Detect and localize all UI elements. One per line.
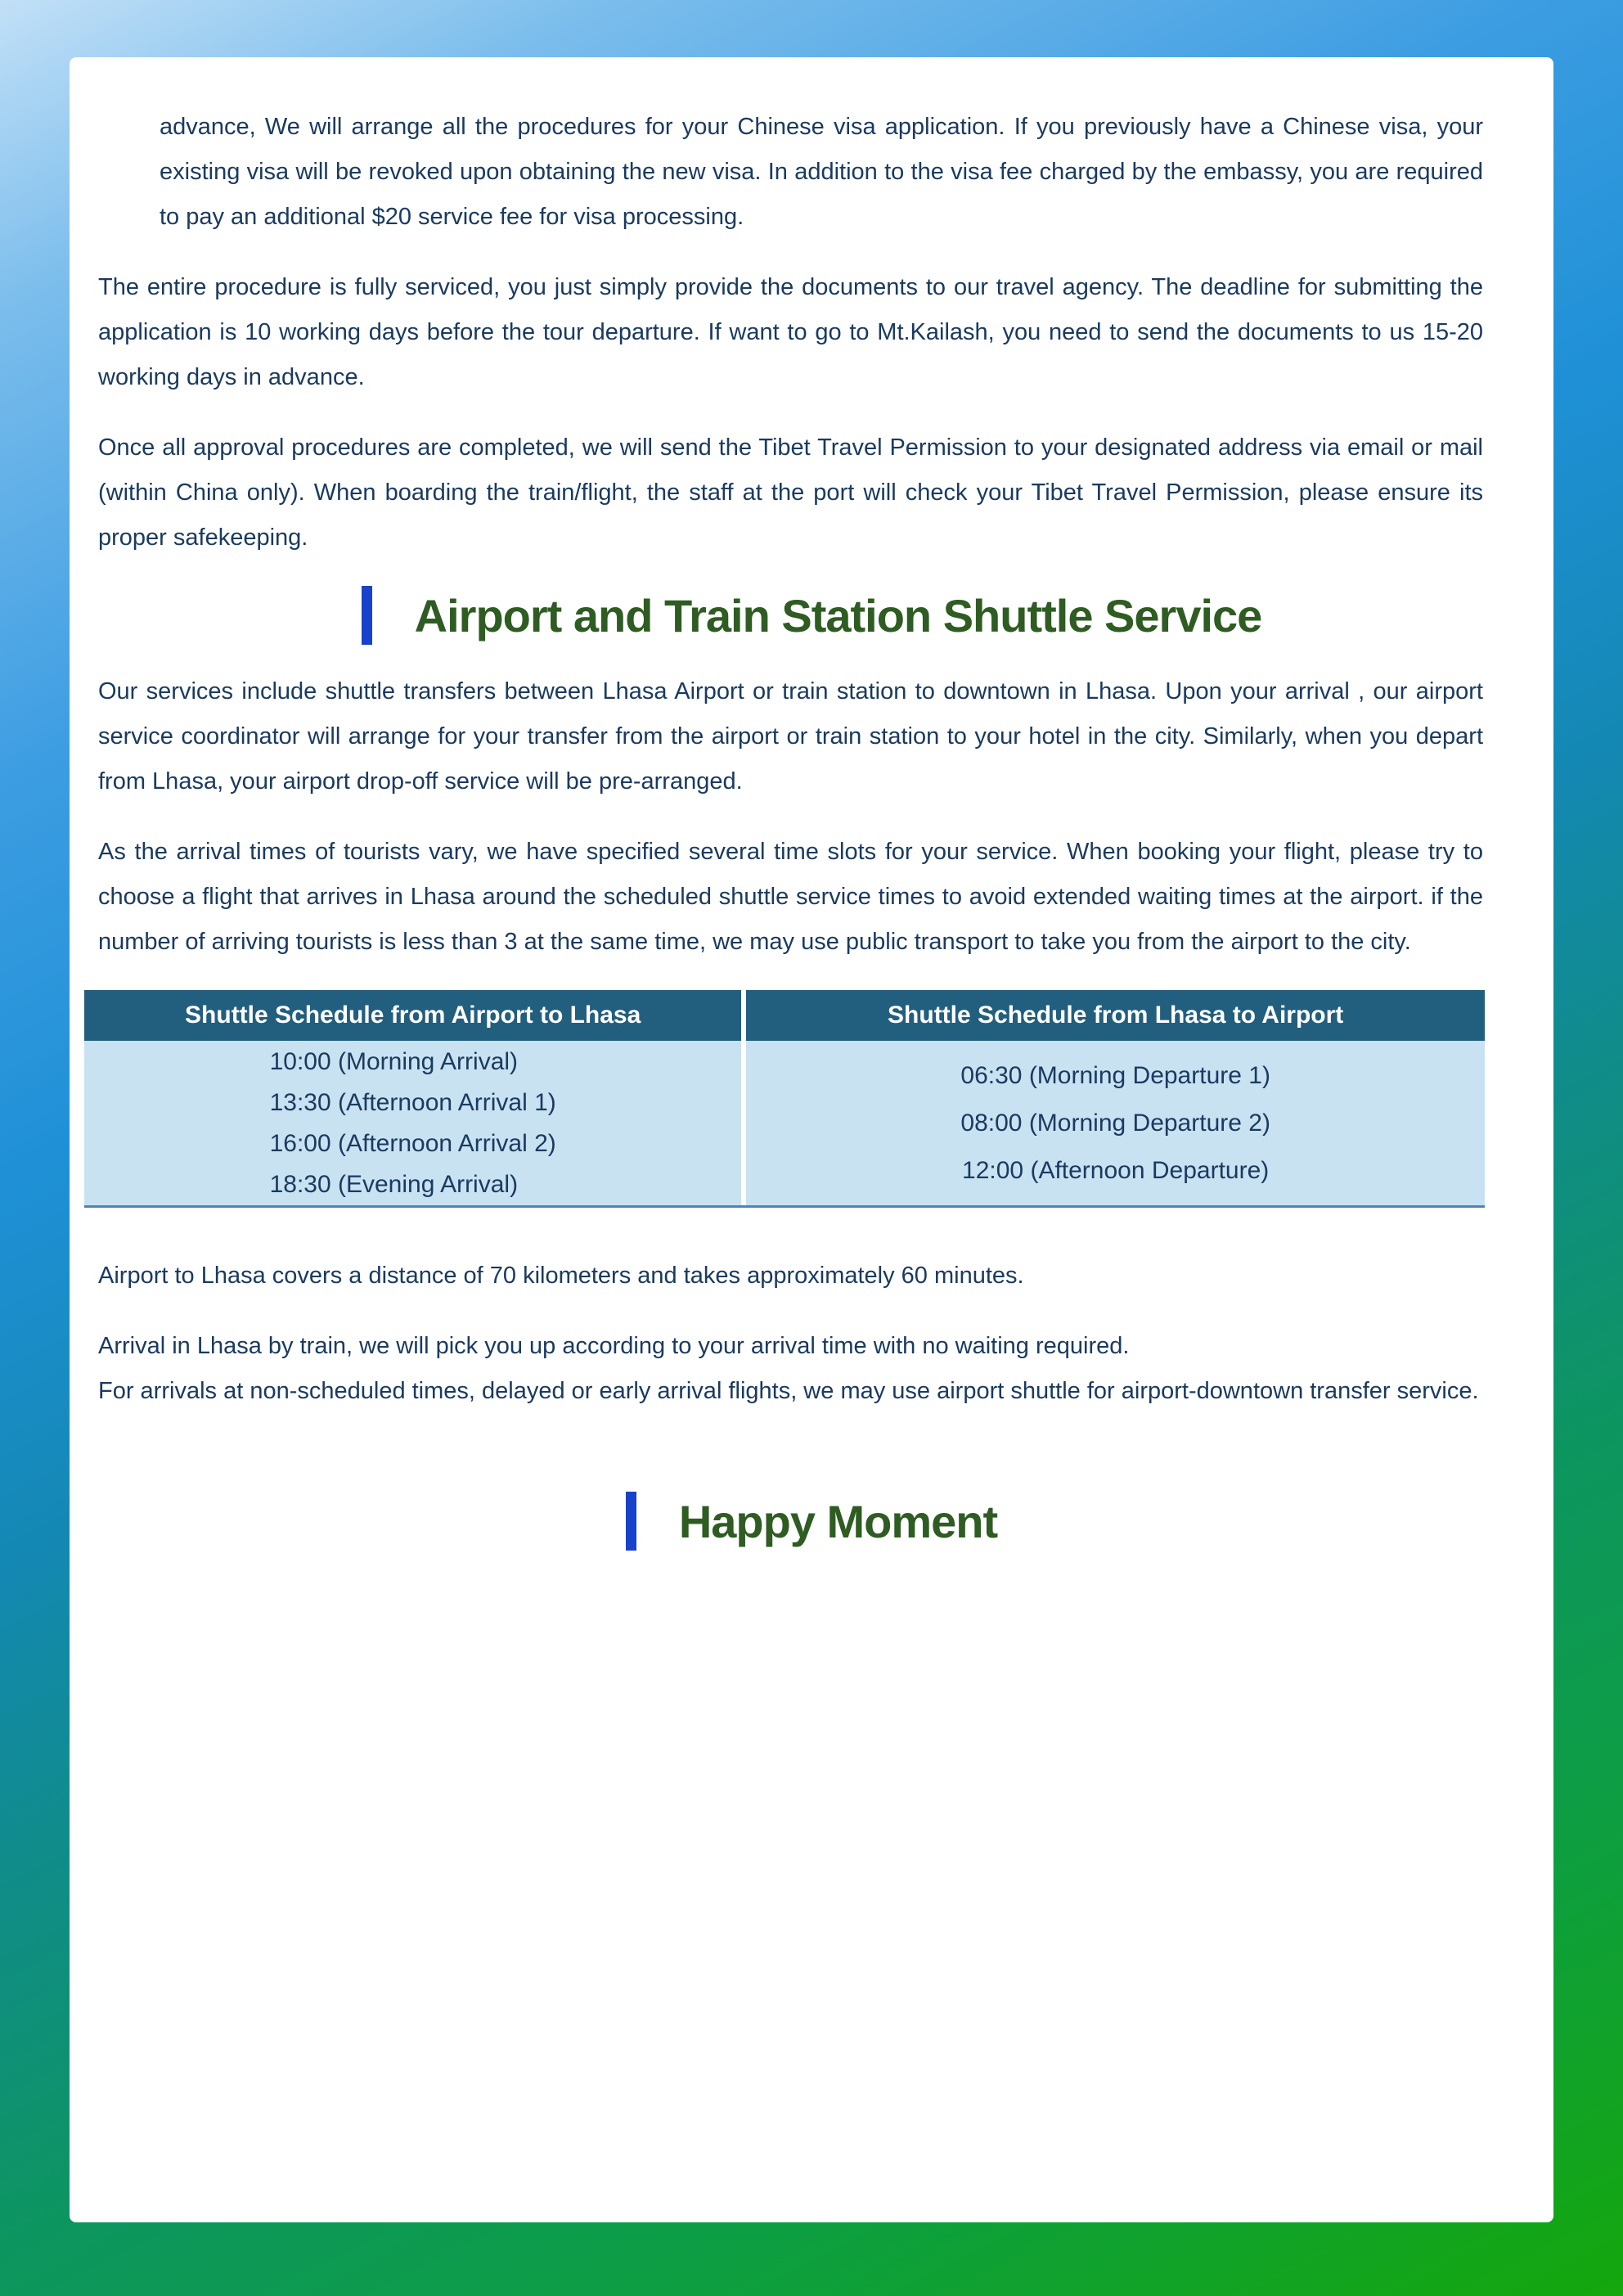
happy-moment-heading-text: Happy Moment: [678, 1495, 998, 1547]
visa-continuation-paragraph: advance, We will arrange all the procedures for your Chinese visa application. If you previously have a Chinese visa, your existing visa will be revoked upon obtaining the new visa. In addition to the visa fee charged by the embassy, you are required to pay an additional $20 service fee for visa processing.: [160, 114, 1483, 230]
time-slots-paragraph: As the arrival times of tourists vary, we have specified several time slots for your service. When booking your flight, please try to choose a flight that arrives in Lhasa around the scheduled shuttle service times to avoid extended waiting times at the airport. if the number of arriving tourists is less than 3 at the same time, we may use public transport to take you from the airport to the city.: [98, 839, 1483, 955]
non-scheduled-arrival-line: For arrivals at non-scheduled times, delayed or early arrival flights, we may use airport shuttle for airport-downtown transfer service.: [98, 1378, 1479, 1404]
shuttle-service-heading-text: Airport and Train Station Shuttle Service: [414, 589, 1262, 642]
airport-to-lhasa-times-cell: [84, 1041, 741, 1205]
airport-to-lhasa-times: [270, 1042, 556, 1205]
page-content: [70, 57, 1553, 1551]
content-card: [70, 57, 1553, 2222]
schedule-time-line: 18:30 (Evening Arrival): [269, 1170, 519, 1198]
distance-paragraph: Airport to Lhasa covers a distance of 70 kilometers and takes approximately 60 minutes.: [98, 1263, 1024, 1289]
heading-accent-bar-icon: [626, 1492, 636, 1551]
table-header-row: [84, 990, 1485, 1041]
schedule-time-line: 10:00 (Morning Arrival): [269, 1047, 519, 1075]
permission-delivery-paragraph: Once all approval procedures are completed, we will send the Tibet Travel Permission to your designated address via email or mail (within China only). When boarding the train/flight, the staff at the port will check your Tibet Travel Permission, please ensure its proper safekeeping.: [98, 434, 1483, 551]
heading-accent-bar-icon: [362, 586, 372, 645]
lhasa-to-airport-times-cell: [746, 1041, 1485, 1205]
table-header-lhasa-to-airport: Shuttle Schedule from Lhasa to Airport: [746, 990, 1485, 1041]
schedule-time-line: 08:00 (Morning Departure 2): [960, 1109, 1270, 1137]
table-body-row: [84, 1041, 1485, 1205]
shuttle-schedule-table: [84, 990, 1485, 1208]
shuttle-service-heading: [98, 586, 1525, 645]
train-arrival-line: Arrival in Lhasa by train, we will pick you up according to your arrival time with no waiting required.: [98, 1333, 1130, 1359]
happy-moment-heading: [98, 1492, 1525, 1551]
schedule-time-line: 16:00 (Afternoon Arrival 2): [269, 1129, 556, 1157]
shuttle-intro-paragraph: Our services include shuttle transfers between Lhasa Airport or train station to downtown in Lhasa. Upon your arrival , our airport service coordinator will arrange for your transfer from the airport or train station to your hotel in the city. Similarly, when you depart from Lhasa, your airport drop-off service will be pre-arranged.: [98, 678, 1483, 795]
lhasa-to-airport-times: [960, 1052, 1270, 1195]
schedule-time-line: 06:30 (Morning Departure 1): [960, 1061, 1270, 1089]
schedule-time-line: 13:30 (Afternoon Arrival 1): [269, 1088, 556, 1116]
procedure-deadline-paragraph: The entire procedure is fully serviced, you just simply provide the documents to our travel agency. The deadline for submitting the application is 10 working days before the tour departure. If want to go to Mt.Kailash, you need to send the documents to us 15-20 working days in advance.: [98, 274, 1483, 390]
schedule-time-line: 12:00 (Afternoon Departure): [962, 1156, 1270, 1184]
train-arrival-paragraph: [98, 1324, 1483, 1414]
table-header-airport-to-lhasa: Shuttle Schedule from Airport to Lhasa: [84, 990, 741, 1041]
